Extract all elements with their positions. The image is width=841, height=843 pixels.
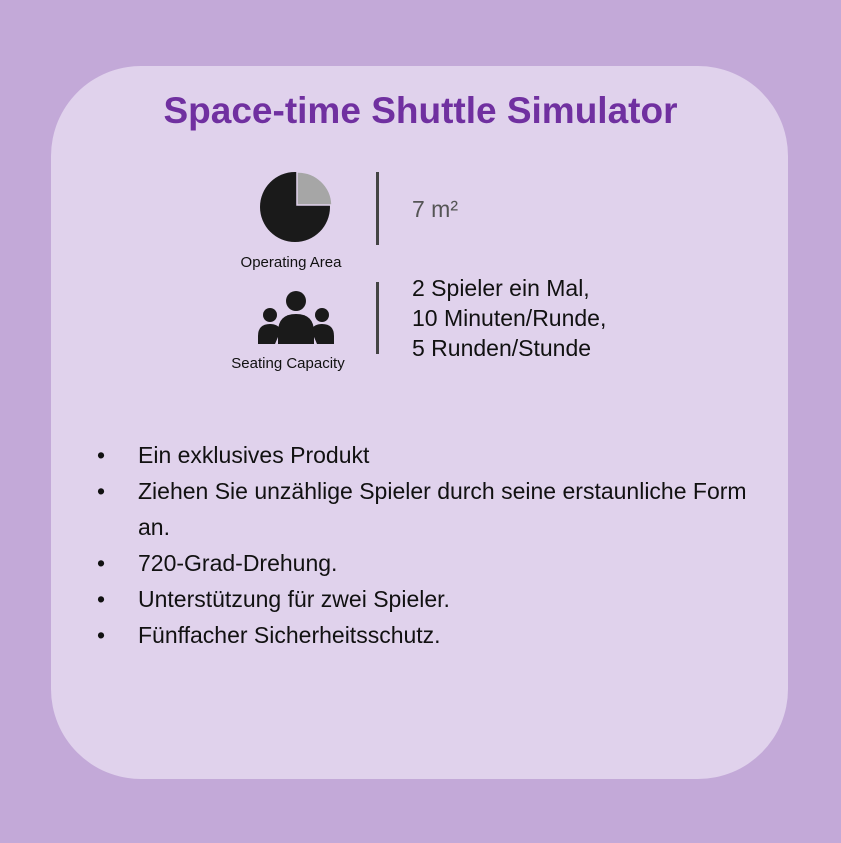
capacity-line: 10 Minuten/Runde, xyxy=(412,305,607,331)
feature-text: Fünffacher Sicherheitsschutz. xyxy=(138,622,441,648)
list-item xyxy=(97,581,757,617)
feature-text: Unterstützung für zwei Spieler. xyxy=(138,586,450,612)
list-item xyxy=(97,437,757,473)
page-title: Space-time Shuttle Simulator xyxy=(163,90,678,131)
people-group-icon xyxy=(256,290,336,346)
operating-area-value: 7 m² xyxy=(412,196,458,222)
bullet: • xyxy=(97,622,106,648)
feature-text: Ziehen Sie unzählige Spieler durch seine erstaunliche Form an. xyxy=(138,478,747,540)
pie-chart-icon xyxy=(259,171,333,243)
list-item xyxy=(97,617,757,653)
bullet: • xyxy=(97,586,106,612)
seating-capacity-value xyxy=(412,273,606,363)
capacity-line: 5 Runden/Stunde xyxy=(412,335,592,361)
feature-list xyxy=(97,437,757,653)
spec-divider xyxy=(376,172,379,245)
bullet: • xyxy=(97,478,106,504)
bullet: • xyxy=(97,442,106,468)
bullet: • xyxy=(97,550,106,576)
product-card xyxy=(51,66,788,779)
operating-area-label: Operating Area xyxy=(240,254,342,271)
feature-text: Ein exklusives Produkt xyxy=(138,442,370,468)
seating-capacity-label: Seating Capacity xyxy=(231,355,345,372)
feature-text: 720-Grad-Drehung. xyxy=(138,550,338,576)
list-item xyxy=(97,545,757,581)
spec-divider xyxy=(376,282,379,354)
capacity-line: 2 Spieler ein Mal, xyxy=(412,275,590,301)
list-item xyxy=(97,473,757,545)
